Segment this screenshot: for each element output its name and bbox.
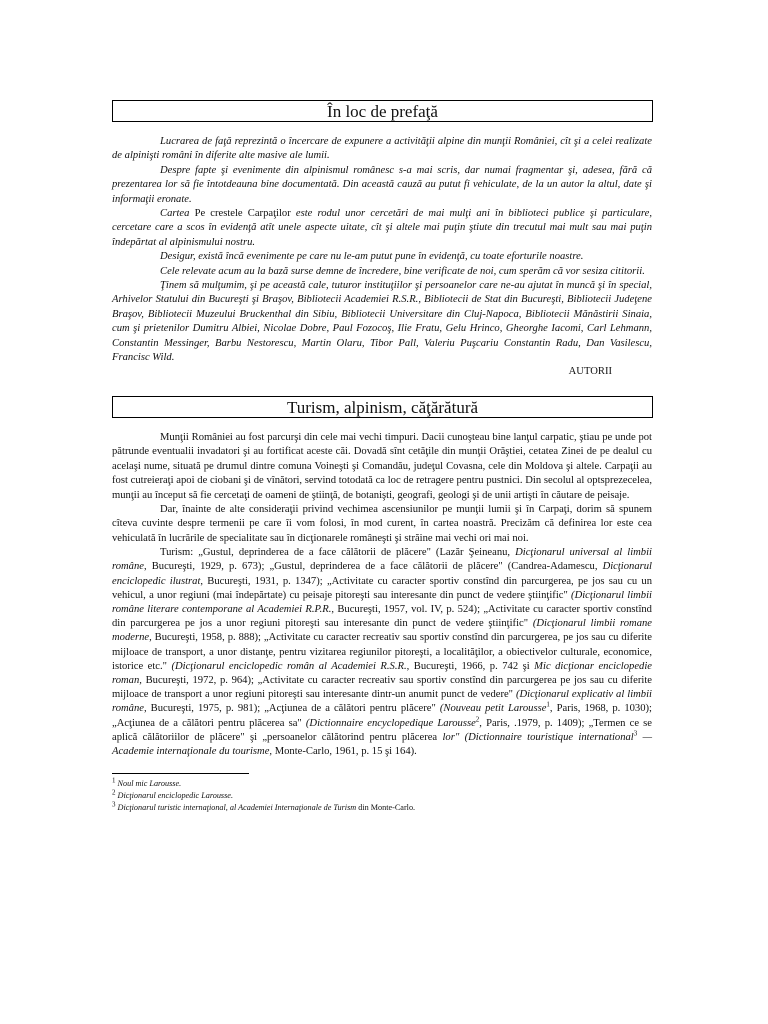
- citation-title: lor" (Dictionnaire touristique international: [442, 731, 634, 743]
- text-run: Bucureşti, 1972, p. 964); „Activitate cu caracter recreativ sau sportiv constînd din parcurgerea pe jos sau cu diferite mijloace de transport a unor regiuni pitoreşti sau interesante dintr-un anumit punct de vedere": [112, 674, 652, 701]
- preface-paragraph-6: Ţinem să mulţumim, şi pe această cale, tuturor instituţiilor şi persoanelor care ne-au ajutat în muncă şi în special, Arhivelor Statului din Bucureşti şi Braşov, Bibliotecii Academiei R.S.R., Bibliotecii de Stat din Bucureşti, Bibliotecii Judeţene Braşov, Bibliotecii Muzeului Bruckenthal din Sibiu, Bibliotecii Universitare din Cluj-Napoca, Bibliotecii Mănăstirii Sinaia, cum şi prietenilor Dumitru Albiei, Nicolae Dobre, Paul Fozocoş, Ilie Fratu, Gelu Hrinco, Gheorghe Iacomi, Carl Lehmann, Constantin Messinger, Barbu Nestorescu, Martin Olaru, Tibor Pall, Valeriu Puşcariu Constantin Radu, Dan Vasilescu, Francisc Wild.: [112, 280, 652, 364]
- footnote-2: [112, 790, 652, 802]
- preface-p3-end: este rodul unor cercetări de mai mulţi ani în biblioteci publice şi particulare, cercetare care a scos în evidenţă atît unele aspecte uitate, cît şi altele mai puţin ştiute din trecutul mai mult sau mai puţin îndepărtat al alpinismului nostru.: [112, 208, 653, 248]
- text-run: , Bucureşti, 1931, p. 1347); „Activitate cu caracter sportiv constînd din parcurgerea, pe jos sau cu un vehicul, a unor regiuni (mai îndepărtate) cu peisaje pitoreşti sau interesante din punct de vedere ştiinţific": [112, 575, 652, 601]
- preface-title: În loc de prefaţă: [112, 100, 653, 122]
- chapter-paragraph-3: [112, 546, 652, 759]
- document-page: [112, 100, 652, 814]
- preface-paragraph-5: Cele relevate acum au la bază surse demne de încredere, bine verificate de noi, cum sperăm că vor sesiza cititorii.: [160, 265, 645, 277]
- text-run: , Bucureşti, 1957, vol. IV, p. 524); „Activitate cu caracter sportiv constînd din parcurgerea pe jos a unor regiuni pitoreşti sau interesante din punct de vedere ştiinţific": [112, 603, 652, 630]
- text-run: , Paris, 1968, p. 1030); „Acţiunea de a călători pentru plăcerea sa": [112, 703, 652, 729]
- chapter-paragraph-2: Dar, înainte de alte consideraţii privind vechimea ascensiunilor pe munţii lumii şi în Carpaţi, dorim să spunem cîteva cuvinte despre termenii pe care îi vom folosi, în mod curent, în cartea noastră. Precizăm că definirea lor este cea vehiculată în lucrările de specialitate sau în dicţionarele româneşti şi străine mai vechi ori mai noi.: [112, 503, 652, 544]
- footnote-text-plain: din Monte-Carlo.: [356, 803, 416, 813]
- citation-title: (Dicţionarul explicativ al limbii române,: [112, 689, 652, 715]
- citation-title: (Nouveau petit Larousse: [439, 703, 547, 715]
- footnote-number: 3: [112, 800, 116, 809]
- citation-title: (Dictionnaire encyclopedique Larousse: [305, 717, 476, 729]
- chapter-paragraph-1: Munţii României au fost parcurşi din cele mai vechi timpuri. Dacii cunoşteau bine lanţul carpatic, ştiau pe unde pot pătrunde eventualii invadatori şi au fortificat aceste căi. Dovadă sînt cetăţile din munţii Orăştiei, cetatea Zinei de pe dealul cu acelaşi nume, situată pe drumul dintre comuna Voineşti şi Comandău, judeţul Covasna, cele din Moldova şi altele. Carpaţii au fost cutreieraţi apoi de ciobani şi de vînători, servind totodată ca loc de retragere pentru pustnici. Din secolul al optsprezecelea, munţii au început să fie cercetaţi de oameni de ştiinţă, de botanişti, geografi, geologi şi de unii artişti în căutare de peisaje.: [112, 431, 652, 501]
- footnote-text: Dicţionarul turistic internaţional, al Academiei Internaţionale de Turism: [117, 803, 357, 813]
- preface-paragraph-3: [112, 207, 652, 250]
- footnote-ref: 3: [633, 729, 638, 738]
- text-run: Monte-Carlo, 1961, p. 15 şi 164).: [272, 746, 417, 757]
- preface-paragraph-4: Desigur, există încă evenimente pe care nu le-am putut pune în evidenţă, cu toate eforturile noastre.: [160, 251, 584, 263]
- text-run: Bucureşti, 1966, p. 742 şi: [409, 660, 535, 672]
- text-run: Bucureşti, 1958, p. 888); „Activitate cu caracter recreativ sau sportiv constînd din parcurgerea, pe jos sau cu diferite mijloace de transport, a unor distanţe, pentru vizitarea regiunilor pitoreşti, a localităţilor, a obiectivelor culturale, economice, istorice etc.": [112, 632, 652, 672]
- footnote-ref: 1: [546, 700, 550, 709]
- text-run: Bucureşti, 1975, p. 981); „Acţiunea de a călători pentru plăcere": [146, 703, 440, 715]
- citation-title: (Dicţionarul limbii române literare contemporane al Academiei R.P.R.: [112, 589, 652, 615]
- preface-paragraph-1: Lucrarea de faţă reprezintă o încercare de expunere a activităţii alpine din munţii României, cît şi a celei realizate de alpinişti români în diferite alte masive ale lumii.: [112, 136, 652, 162]
- preface-p3-start: Cartea: [160, 208, 195, 220]
- text-run: , Paris, .1979, p. 1409); „Termen ce se aplică călătoriilor de plăcere" şi „persoanelor călătorind pentru plăcerea: [112, 717, 652, 743]
- preface-text: [112, 135, 652, 366]
- citation-title: Dicţionarul universal al limbii române: [112, 547, 652, 573]
- footnote-1: [112, 778, 652, 790]
- chapter-title: Turism, alpinism, căţărătură: [112, 396, 653, 418]
- preface-signature: AUTORII: [568, 365, 612, 377]
- footnote-number: 1: [112, 776, 116, 785]
- footnote-text: Noul mic Larousse.: [117, 779, 182, 789]
- text-run: , Bucureşti, 1929, p. 673); „Gustul, deprinderea de a face călătorii de plăcere" (Candrea-Adamescu,: [143, 561, 603, 573]
- chapter-text: [112, 431, 652, 759]
- book-title: Pe crestele Carpaţilor: [194, 208, 291, 220]
- footnote-ref: 2: [475, 715, 480, 724]
- footnote-number: 2: [112, 788, 116, 797]
- footnote-divider: [112, 773, 249, 774]
- footnotes: [112, 778, 652, 814]
- citation-title: (Dicţionarul limbii romane moderne,: [112, 618, 652, 644]
- citation-title: — Academie internaţionale du tourisme,: [112, 731, 652, 757]
- citation-title: Mic dicţionar enciclopedie roman,: [112, 660, 652, 686]
- citation-title: (Dicţionarul enciclopedic român al Academiei R.S.R.,: [171, 660, 410, 672]
- citation-title: Dicţionarul enciclopedic ilustrat: [112, 561, 652, 587]
- footnote-3: [112, 802, 652, 814]
- footnote-text: Dicţionarul enciclopedic Larousse.: [117, 791, 233, 801]
- text-run: Turism: „Gustul, deprinderea de a face călătorii de plăcere" (Lazăr Şeineanu,: [160, 547, 516, 559]
- preface-paragraph-2: Despre fapte şi evenimente din alpinismul românesc s-a mai scris, dar numai fragmentar şi, adesea, fără că prezentarea lor să fie întotdeauna bine documentată. Din această cauză au putut fi vehiculate, de la un autor la altul, date şi informaţii eronate.: [112, 164, 652, 205]
